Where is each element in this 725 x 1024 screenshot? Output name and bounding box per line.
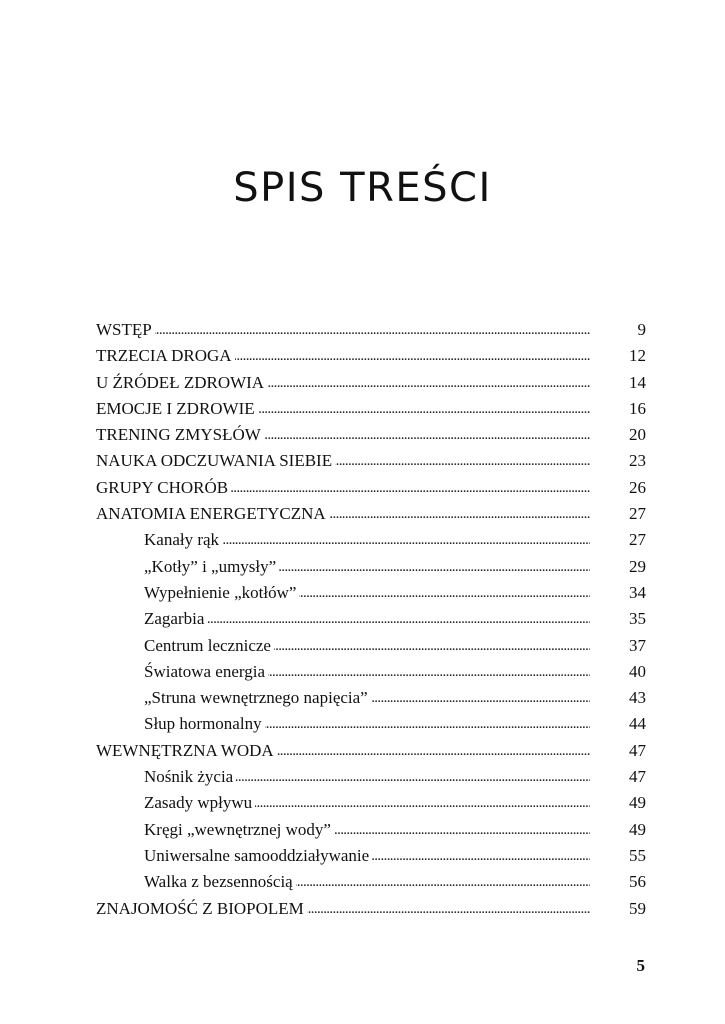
toc-subentry-link[interactable] [144, 843, 590, 869]
toc-page-number: 12 [629, 346, 646, 366]
toc-entry-link[interactable] [96, 396, 590, 422]
toc-entry-label: TRENING ZMYSŁÓW [96, 425, 264, 444]
toc-page-number: 20 [629, 425, 646, 445]
toc-subrow [96, 843, 646, 869]
toc-entry-link[interactable] [96, 422, 590, 448]
toc-page-number: 56 [629, 872, 646, 892]
toc-subrow [96, 790, 646, 816]
toc-subentry-link[interactable] [144, 580, 590, 606]
toc-page-number: 40 [629, 661, 646, 681]
toc-row [96, 343, 646, 369]
toc-row [96, 396, 646, 422]
toc-entry-label: WSTĘP [96, 320, 155, 339]
toc-page-number: 37 [629, 635, 646, 655]
toc-entry-link[interactable] [96, 475, 590, 501]
toc-page-number: 23 [629, 451, 646, 471]
toc-entry-label: ZNAJOMOŚĆ Z BIOPOLEM [96, 899, 307, 918]
toc-subentry-label: Nośnik życia [144, 767, 236, 786]
toc-page-number: 47 [629, 767, 646, 787]
toc-entry-link[interactable] [96, 501, 590, 527]
toc-row [96, 896, 646, 922]
toc-subrow [96, 580, 646, 606]
toc-page-number: 34 [629, 582, 646, 602]
toc-subentry-label: Światowa energia [144, 662, 268, 681]
toc-page-number: 27 [629, 504, 646, 524]
toc-entry-link[interactable] [96, 370, 590, 396]
toc-subentry-link[interactable] [144, 790, 590, 816]
toc-row [96, 448, 646, 474]
toc-page-number: 47 [629, 740, 646, 760]
toc-entry-label: ANATOMIA ENERGETYCZNA [96, 504, 329, 523]
toc-row [96, 317, 646, 343]
toc-page-number: 44 [629, 714, 646, 734]
toc-row [96, 475, 646, 501]
toc-subentry-label: Zagarbia [144, 609, 207, 628]
toc-entry-label: GRUPY CHORÓB [96, 478, 231, 497]
toc-subentry-link[interactable] [144, 554, 590, 580]
toc-row [96, 370, 646, 396]
toc-subrow [96, 764, 646, 790]
page-number: 5 [636, 956, 645, 975]
toc-page-number: 27 [629, 530, 646, 550]
toc-page-number: 59 [629, 898, 646, 918]
toc-subrow [96, 633, 646, 659]
toc-subentry-label: Centrum lecznicze [144, 636, 274, 655]
toc-page-number: 55 [629, 845, 646, 865]
toc-page-number: 29 [629, 556, 646, 576]
toc-subentry-label: Kanały rąk [144, 530, 222, 549]
toc-page-number: 26 [629, 477, 646, 497]
toc-page-number: 14 [629, 372, 646, 392]
toc-subentry-label: Wypełnienie „kotłów” [144, 583, 299, 602]
toc-entry-label: NAUKA ODCZUWANIA SIEBIE [96, 451, 335, 470]
toc-subrow [96, 659, 646, 685]
toc-subentry-link[interactable] [144, 869, 590, 895]
toc-entry-link[interactable] [96, 317, 590, 343]
toc-subentry-label: Zasady wpływu [144, 793, 255, 812]
toc-row [96, 738, 646, 764]
toc-entry-link[interactable] [96, 896, 590, 922]
table-of-contents [96, 317, 646, 922]
toc-subrow [96, 711, 646, 737]
toc-row [96, 422, 646, 448]
toc-entry-label: TRZECIA DROGA [96, 346, 235, 365]
toc-subentry-label: Słup hormonalny [144, 714, 265, 733]
toc-subentry-link[interactable] [144, 817, 590, 843]
toc-entry-label: EMOCJE I ZDROWIE [96, 399, 258, 418]
toc-entry-link[interactable] [96, 738, 590, 764]
toc-entry-label: WEWNĘTRZNA WODA [96, 741, 277, 760]
toc-page-number: 16 [629, 398, 646, 418]
toc-row [96, 501, 646, 527]
toc-subentry-link[interactable] [144, 606, 590, 632]
toc-page-number: 35 [629, 609, 646, 629]
toc-page-number: 9 [637, 320, 646, 339]
toc-subentry-link[interactable] [144, 659, 590, 685]
toc-subrow [96, 869, 646, 895]
toc-subentry-link[interactable] [144, 527, 590, 553]
toc-subrow [96, 554, 646, 580]
toc-subrow [96, 606, 646, 632]
toc-entry-label: U ŹRÓDEŁ ZDROWIA [96, 373, 267, 392]
toc-subentry-link[interactable] [144, 764, 590, 790]
toc-entry-link[interactable] [96, 448, 590, 474]
toc-subrow [96, 817, 646, 843]
toc-page-number: 49 [629, 793, 646, 813]
toc-subentry-link[interactable] [144, 633, 590, 659]
toc-subentry-label: Walka z bezsennością [144, 872, 296, 891]
toc-subentry-link[interactable] [144, 685, 590, 711]
toc-subentry-label: „Struna wewnętrznego napięcia” [144, 688, 371, 707]
toc-subentry-label: Kręgi „wewnętrznej wody” [144, 820, 334, 839]
toc-page-number: 43 [629, 688, 646, 708]
toc-entry-link[interactable] [96, 343, 590, 369]
toc-subrow [96, 527, 646, 553]
toc-subentry-link[interactable] [144, 711, 590, 737]
toc-subentry-label: Uniwersalne samooddziaływanie [144, 846, 372, 865]
toc-subentry-label: „Kotły” i „umysły” [144, 557, 279, 576]
toc-subrow [96, 685, 646, 711]
page-title: SPIS TREŚCI [233, 165, 492, 211]
toc-page-number: 49 [629, 819, 646, 839]
